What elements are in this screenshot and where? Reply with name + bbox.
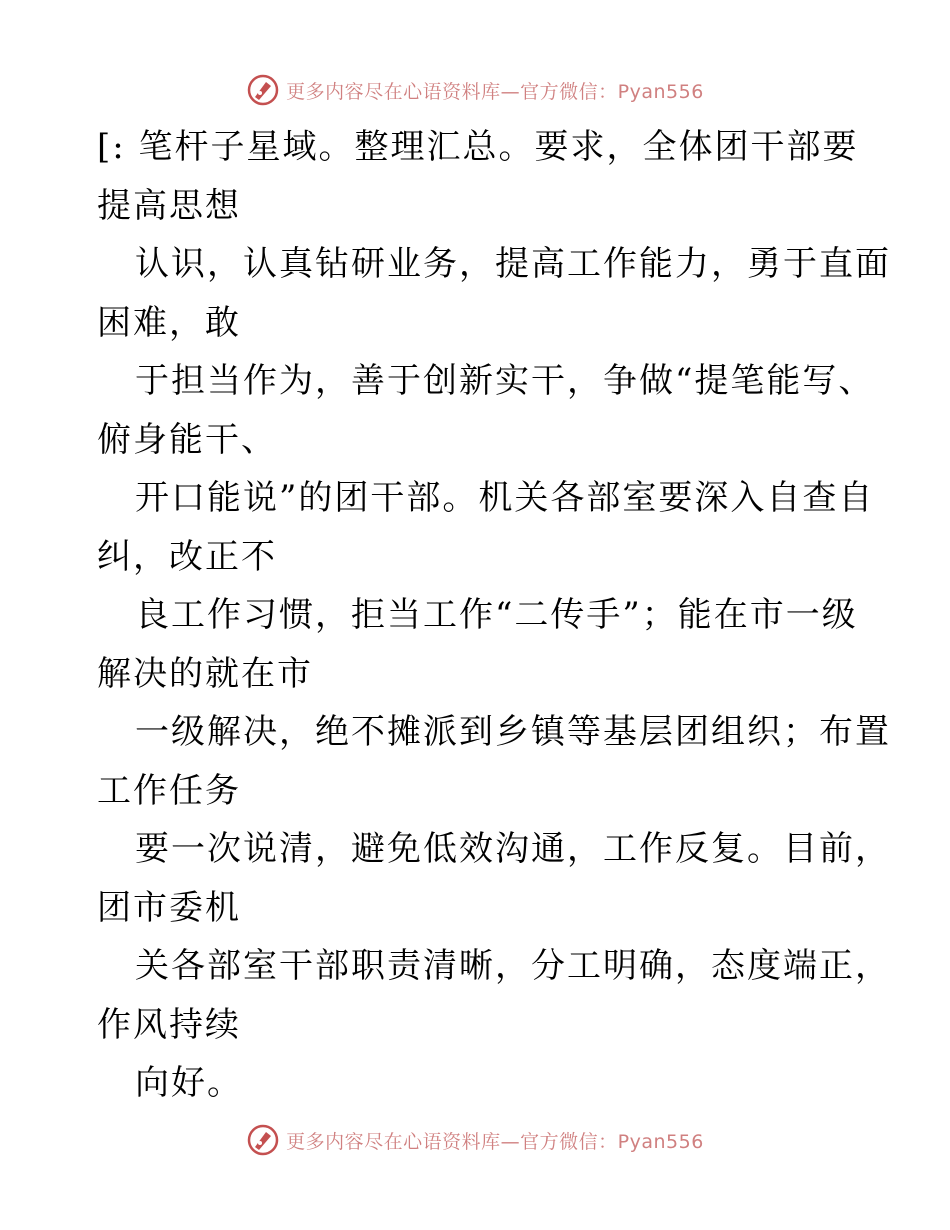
text-line: 关各部室干部职责清晰，分工明确，态度端正，	[135, 946, 891, 986]
text-line: 良工作习惯，拒当工作“二传手”；能在市一级	[135, 595, 858, 635]
text-line: [: 笔杆子星域。整理汇总。要求，全体团干部要	[97, 127, 859, 167]
text-line: 作风持续	[97, 1004, 241, 1045]
text-line: 认识，认真钻研业务，提高工作能力，勇于直面	[135, 244, 891, 284]
text-line: 要一次说清，避免低效沟通，工作反复。目前，	[135, 829, 891, 869]
text-line: 于担当作为，善于创新实干，争做“提笔能写、	[135, 361, 875, 401]
text-line: 提高思想	[97, 185, 241, 226]
pen-nib-seal-icon	[246, 1123, 280, 1157]
header-watermark	[0, 70, 950, 110]
text-line: 一级解决，绝不摊派到乡镇等基层团组织；布置	[135, 712, 891, 752]
text-line: 纠，改正不	[97, 536, 277, 577]
document-body	[97, 118, 891, 1113]
watermark-text: 更多内容尽在心语资料库—官方微信：Pyan556	[286, 80, 704, 103]
text-line: 开口能说”的团干部。机关各部室要深入自查自	[135, 478, 875, 518]
text-line: 工作任务	[97, 770, 241, 811]
footer-watermark	[0, 1120, 950, 1160]
pen-nib-seal-icon	[246, 73, 280, 107]
text-line: 俯身能干、	[97, 419, 277, 460]
text-line: 困难，敢	[97, 302, 241, 343]
text-line: 向好。	[135, 1063, 243, 1103]
text-line: 团市委机	[97, 887, 241, 928]
watermark-text: 更多内容尽在心语资料库—官方微信：Pyan556	[286, 1130, 704, 1153]
text-line: 解决的就在市	[97, 653, 313, 694]
